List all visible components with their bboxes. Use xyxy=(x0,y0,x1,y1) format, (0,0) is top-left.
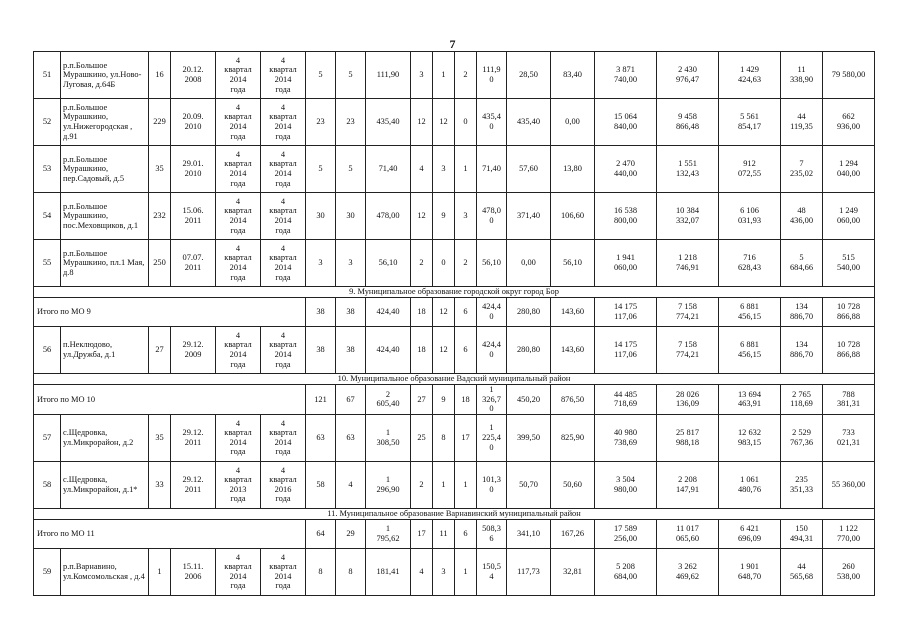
flats-total-cell: 12 xyxy=(411,99,433,146)
planned-end-cell: 4 квартал 2016 года xyxy=(261,461,306,508)
address-cell: п.Неклюдово, ул.Дружба, д.1 xyxy=(61,327,149,374)
resettled-count-cell: 4 xyxy=(336,461,366,508)
region-share-cell: 1 901 648,70 xyxy=(719,548,781,595)
area-private-cell: 106,60 xyxy=(551,193,595,240)
total-area-cell: 1 795,62 xyxy=(366,519,411,548)
local-share-cell: 11 338,90 xyxy=(781,52,823,99)
extra-funds-cell: 1 249 060,00 xyxy=(823,193,875,240)
doc-number-cell: 232 xyxy=(149,193,171,240)
section-header-row xyxy=(34,508,875,519)
resettled-count-cell: 5 xyxy=(336,146,366,193)
recognition-date-cell: 29.01. 2010 xyxy=(171,146,216,193)
recognition-date-cell: 29.12. 2011 xyxy=(171,461,216,508)
flats-private-cell: 18 xyxy=(455,385,477,415)
cost-total-cell: 3 871 740,00 xyxy=(595,52,657,99)
flats-private-cell: 1 xyxy=(455,461,477,508)
area-resettled-cell: 150,5 4 xyxy=(477,548,507,595)
cost-total-cell: 15 064 840,00 xyxy=(595,99,657,146)
planned-start-cell: 4 квартал 2014 года xyxy=(216,52,261,99)
flats-private-cell: 2 xyxy=(455,52,477,99)
flats-total-cell: 4 xyxy=(411,146,433,193)
page-number: 7 xyxy=(449,37,456,51)
planned-start-cell: 4 квартал 2014 года xyxy=(216,193,261,240)
total-area-cell: 424,40 xyxy=(366,298,411,327)
flats-private-cell: 6 xyxy=(455,327,477,374)
region-share-cell: 13 694 463,91 xyxy=(719,385,781,415)
planned-start-cell: 4 квартал 2014 года xyxy=(216,99,261,146)
row-number-cell: 52 xyxy=(34,99,61,146)
flats-private-cell: 17 xyxy=(455,414,477,461)
residents-count-cell: 3 xyxy=(306,240,336,287)
row-number-cell: 57 xyxy=(34,414,61,461)
planned-start-cell: 4 квартал 2013 года xyxy=(216,461,261,508)
recognition-date-cell: 29.12. 2009 xyxy=(171,327,216,374)
area-resettled-cell: 56,10 xyxy=(477,240,507,287)
flats-total-cell: 3 xyxy=(411,52,433,99)
residents-count-cell: 121 xyxy=(306,385,336,415)
local-share-cell: 5 684,66 xyxy=(781,240,823,287)
extra-funds-cell: 10 728 866,88 xyxy=(823,298,875,327)
local-share-cell: 44 119,35 xyxy=(781,99,823,146)
doc-number-cell: 1 xyxy=(149,548,171,595)
resettled-count-cell: 30 xyxy=(336,193,366,240)
total-area-cell: 435,40 xyxy=(366,99,411,146)
local-share-cell: 2 765 118,69 xyxy=(781,385,823,415)
table-row xyxy=(34,240,875,287)
area-resettled-cell: 424,4 0 xyxy=(477,298,507,327)
area-private-cell: 83,40 xyxy=(551,52,595,99)
area-private-cell: 143,60 xyxy=(551,298,595,327)
area-municipal-cell: 50,70 xyxy=(507,461,551,508)
area-municipal-cell: 450,20 xyxy=(507,385,551,415)
area-municipal-cell: 435,40 xyxy=(507,99,551,146)
cost-total-cell: 3 504 980,00 xyxy=(595,461,657,508)
row-number-cell: 55 xyxy=(34,240,61,287)
area-resettled-cell: 1 326,7 0 xyxy=(477,385,507,415)
local-share-cell: 134 886,70 xyxy=(781,298,823,327)
address-cell: с.Щедровка, ул.Микрорайон, д.1* xyxy=(61,461,149,508)
doc-number-cell: 250 xyxy=(149,240,171,287)
cost-total-cell: 44 485 718,69 xyxy=(595,385,657,415)
resettled-count-cell: 3 xyxy=(336,240,366,287)
residents-count-cell: 58 xyxy=(306,461,336,508)
recognition-date-cell: 29.12. 2011 xyxy=(171,414,216,461)
extra-funds-cell: 10 728 866,88 xyxy=(823,327,875,374)
local-share-cell: 134 886,70 xyxy=(781,327,823,374)
fund-share-cell: 1 551 132,43 xyxy=(657,146,719,193)
region-share-cell: 6 881 456,15 xyxy=(719,327,781,374)
area-private-cell: 32,81 xyxy=(551,548,595,595)
total-area-cell: 71,40 xyxy=(366,146,411,193)
total-area-cell: 1 308,50 xyxy=(366,414,411,461)
area-municipal-cell: 117,73 xyxy=(507,548,551,595)
table-row xyxy=(34,99,875,146)
flats-private-cell: 3 xyxy=(455,193,477,240)
residents-count-cell: 30 xyxy=(306,193,336,240)
doc-number-cell: 35 xyxy=(149,146,171,193)
area-resettled-cell: 111,9 0 xyxy=(477,52,507,99)
planned-start-cell: 4 квартал 2014 года xyxy=(216,548,261,595)
area-resettled-cell: 478,0 0 xyxy=(477,193,507,240)
row-number-cell: 54 xyxy=(34,193,61,240)
address-cell: р.п.Варнавино, ул.Комсомольская , д.4 xyxy=(61,548,149,595)
area-resettled-cell: 435,4 0 xyxy=(477,99,507,146)
total-area-cell: 478,00 xyxy=(366,193,411,240)
local-share-cell: 235 351,33 xyxy=(781,461,823,508)
flats-municipal-cell: 11 xyxy=(433,519,455,548)
resettled-count-cell: 29 xyxy=(336,519,366,548)
flats-municipal-cell: 12 xyxy=(433,99,455,146)
local-share-cell: 2 529 767,36 xyxy=(781,414,823,461)
extra-funds-cell: 515 540,00 xyxy=(823,240,875,287)
residents-count-cell: 23 xyxy=(306,99,336,146)
subtotal-row xyxy=(34,519,875,548)
resettled-count-cell: 23 xyxy=(336,99,366,146)
flats-municipal-cell: 9 xyxy=(433,385,455,415)
resettled-count-cell: 67 xyxy=(336,385,366,415)
area-municipal-cell: 28,50 xyxy=(507,52,551,99)
planned-start-cell: 4 квартал 2014 года xyxy=(216,414,261,461)
fund-share-cell: 2 208 147,91 xyxy=(657,461,719,508)
flats-private-cell: 1 xyxy=(455,146,477,193)
resettled-count-cell: 63 xyxy=(336,414,366,461)
flats-municipal-cell: 3 xyxy=(433,548,455,595)
extra-funds-cell: 79 580,00 xyxy=(823,52,875,99)
area-private-cell: 13,80 xyxy=(551,146,595,193)
planned-end-cell: 4 квартал 2014 года xyxy=(261,146,306,193)
subtotal-label: Итого по МО 10 xyxy=(34,385,306,415)
extra-funds-cell: 1 294 040,00 xyxy=(823,146,875,193)
resettled-count-cell: 8 xyxy=(336,548,366,595)
row-number-cell: 51 xyxy=(34,52,61,99)
extra-funds-cell: 733 021,31 xyxy=(823,414,875,461)
cost-total-cell: 14 175 117,06 xyxy=(595,298,657,327)
flats-private-cell: 6 xyxy=(455,519,477,548)
table-row xyxy=(34,327,875,374)
cost-total-cell: 2 470 440,00 xyxy=(595,146,657,193)
flats-total-cell: 12 xyxy=(411,193,433,240)
section-header-row xyxy=(34,287,875,298)
area-private-cell: 143,60 xyxy=(551,327,595,374)
fund-share-cell: 1 218 746,91 xyxy=(657,240,719,287)
residents-count-cell: 64 xyxy=(306,519,336,548)
resettlement-table xyxy=(33,51,875,596)
table-body xyxy=(34,52,875,596)
area-resettled-cell: 71,40 xyxy=(477,146,507,193)
residents-count-cell: 5 xyxy=(306,146,336,193)
resettled-count-cell: 38 xyxy=(336,327,366,374)
resettled-count-cell: 38 xyxy=(336,298,366,327)
planned-end-cell: 4 квартал 2014 года xyxy=(261,240,306,287)
address-cell: р.п.Большое Мурашкино, пер.Садовый, д.5 xyxy=(61,146,149,193)
row-number-cell: 59 xyxy=(34,548,61,595)
region-share-cell: 6 106 031,93 xyxy=(719,193,781,240)
area-municipal-cell: 57,60 xyxy=(507,146,551,193)
total-area-cell: 111,90 xyxy=(366,52,411,99)
region-share-cell: 912 072,55 xyxy=(719,146,781,193)
area-resettled-cell: 508,3 6 xyxy=(477,519,507,548)
area-municipal-cell: 399,50 xyxy=(507,414,551,461)
region-share-cell: 5 561 854,17 xyxy=(719,99,781,146)
total-area-cell: 2 605,40 xyxy=(366,385,411,415)
flats-total-cell: 4 xyxy=(411,548,433,595)
flats-municipal-cell: 12 xyxy=(433,298,455,327)
area-municipal-cell: 341,10 xyxy=(507,519,551,548)
extra-funds-cell: 55 360,00 xyxy=(823,461,875,508)
doc-number-cell: 33 xyxy=(149,461,171,508)
extra-funds-cell: 788 381,31 xyxy=(823,385,875,415)
local-share-cell: 48 436,00 xyxy=(781,193,823,240)
table-row xyxy=(34,461,875,508)
extra-funds-cell: 260 538,00 xyxy=(823,548,875,595)
table-row xyxy=(34,193,875,240)
flats-municipal-cell: 1 xyxy=(433,461,455,508)
flats-private-cell: 0 xyxy=(455,99,477,146)
flats-total-cell: 2 xyxy=(411,240,433,287)
planned-end-cell: 4 квартал 2014 года xyxy=(261,52,306,99)
local-share-cell: 150 494,31 xyxy=(781,519,823,548)
area-private-cell: 56,10 xyxy=(551,240,595,287)
region-share-cell: 12 632 983,15 xyxy=(719,414,781,461)
planned-end-cell: 4 квартал 2014 года xyxy=(261,327,306,374)
total-area-cell: 56,10 xyxy=(366,240,411,287)
area-private-cell: 167,26 xyxy=(551,519,595,548)
area-municipal-cell: 280,80 xyxy=(507,298,551,327)
flats-municipal-cell: 1 xyxy=(433,52,455,99)
area-private-cell: 825,90 xyxy=(551,414,595,461)
region-share-cell: 6 421 696,09 xyxy=(719,519,781,548)
flats-total-cell: 18 xyxy=(411,327,433,374)
section-title: 10. Муниципальное образование Вадский муниципальный район xyxy=(34,374,875,385)
planned-start-cell: 4 квартал 2014 года xyxy=(216,240,261,287)
cost-total-cell: 17 589 256,00 xyxy=(595,519,657,548)
cost-total-cell: 1 941 060,00 xyxy=(595,240,657,287)
flats-total-cell: 2 xyxy=(411,461,433,508)
section-title: 9. Муниципальное образование городской округ город Бор xyxy=(34,287,875,298)
subtotal-row xyxy=(34,298,875,327)
planned-start-cell: 4 квартал 2014 года xyxy=(216,146,261,193)
extra-funds-cell: 662 936,00 xyxy=(823,99,875,146)
table-row xyxy=(34,146,875,193)
local-share-cell: 7 235,02 xyxy=(781,146,823,193)
total-area-cell: 1 296,90 xyxy=(366,461,411,508)
subtotal-label: Итого по МО 9 xyxy=(34,298,306,327)
region-share-cell: 6 881 456,15 xyxy=(719,298,781,327)
fund-share-cell: 10 384 332,07 xyxy=(657,193,719,240)
fund-share-cell: 7 158 774,21 xyxy=(657,327,719,374)
planned-end-cell: 4 квартал 2014 года xyxy=(261,99,306,146)
flats-private-cell: 1 xyxy=(455,548,477,595)
row-number-cell: 58 xyxy=(34,461,61,508)
area-private-cell: 876,50 xyxy=(551,385,595,415)
subtotal-label: Итого по МО 11 xyxy=(34,519,306,548)
flats-municipal-cell: 0 xyxy=(433,240,455,287)
recognition-date-cell: 20.12. 2008 xyxy=(171,52,216,99)
flats-municipal-cell: 12 xyxy=(433,327,455,374)
fund-share-cell: 9 458 866,48 xyxy=(657,99,719,146)
flats-municipal-cell: 9 xyxy=(433,193,455,240)
doc-number-cell: 229 xyxy=(149,99,171,146)
flats-municipal-cell: 3 xyxy=(433,146,455,193)
recognition-date-cell: 15.11. 2006 xyxy=(171,548,216,595)
flats-municipal-cell: 8 xyxy=(433,414,455,461)
recognition-date-cell: 15.06. 2011 xyxy=(171,193,216,240)
flats-total-cell: 18 xyxy=(411,298,433,327)
fund-share-cell: 7 158 774,21 xyxy=(657,298,719,327)
resettled-count-cell: 5 xyxy=(336,52,366,99)
area-resettled-cell: 1 225,4 0 xyxy=(477,414,507,461)
fund-share-cell: 2 430 976,47 xyxy=(657,52,719,99)
region-share-cell: 716 628,43 xyxy=(719,240,781,287)
recognition-date-cell: 20.09. 2010 xyxy=(171,99,216,146)
area-municipal-cell: 371,40 xyxy=(507,193,551,240)
planned-end-cell: 4 квартал 2014 года xyxy=(261,548,306,595)
planned-end-cell: 4 квартал 2014 года xyxy=(261,193,306,240)
doc-number-cell: 16 xyxy=(149,52,171,99)
area-resettled-cell: 424,4 0 xyxy=(477,327,507,374)
fund-share-cell: 28 026 136,09 xyxy=(657,385,719,415)
area-private-cell: 0,00 xyxy=(551,99,595,146)
local-share-cell: 44 565,68 xyxy=(781,548,823,595)
flats-total-cell: 17 xyxy=(411,519,433,548)
residents-count-cell: 5 xyxy=(306,52,336,99)
section-header-row xyxy=(34,374,875,385)
planned-end-cell: 4 квартал 2014 года xyxy=(261,414,306,461)
planned-start-cell: 4 квартал 2014 года xyxy=(216,327,261,374)
table-row xyxy=(34,548,875,595)
flats-total-cell: 27 xyxy=(411,385,433,415)
address-cell: р.п.Большое Мурашкино, ул.Ново-Луговая, д.64Б xyxy=(61,52,149,99)
region-share-cell: 1 061 480,76 xyxy=(719,461,781,508)
residents-count-cell: 38 xyxy=(306,327,336,374)
flats-total-cell: 25 xyxy=(411,414,433,461)
region-share-cell: 1 429 424,63 xyxy=(719,52,781,99)
cost-total-cell: 16 538 800,00 xyxy=(595,193,657,240)
fund-share-cell: 25 817 988,18 xyxy=(657,414,719,461)
flats-private-cell: 6 xyxy=(455,298,477,327)
table-row xyxy=(34,52,875,99)
cost-total-cell: 5 208 684,00 xyxy=(595,548,657,595)
area-municipal-cell: 280,80 xyxy=(507,327,551,374)
residents-count-cell: 63 xyxy=(306,414,336,461)
address-cell: р.п.Большое Мурашкино, ул.Нижегородская , д.91 xyxy=(61,99,149,146)
address-cell: р.п.Большое Мурашкино, пл.1 Мая, д.8 xyxy=(61,240,149,287)
table-row xyxy=(34,414,875,461)
address-cell: р.п.Большое Мурашкино, пос.Меховщиков, д.1 xyxy=(61,193,149,240)
row-number-cell: 53 xyxy=(34,146,61,193)
area-private-cell: 50,60 xyxy=(551,461,595,508)
cost-total-cell: 40 980 738,69 xyxy=(595,414,657,461)
recognition-date-cell: 07.07. 2011 xyxy=(171,240,216,287)
total-area-cell: 424,40 xyxy=(366,327,411,374)
doc-number-cell: 35 xyxy=(149,414,171,461)
total-area-cell: 181,41 xyxy=(366,548,411,595)
fund-share-cell: 3 262 469,62 xyxy=(657,548,719,595)
address-cell: с.Щедровка, ул.Микрорайон, д.2 xyxy=(61,414,149,461)
extra-funds-cell: 1 122 770,00 xyxy=(823,519,875,548)
row-number-cell: 56 xyxy=(34,327,61,374)
cost-total-cell: 14 175 117,06 xyxy=(595,327,657,374)
residents-count-cell: 38 xyxy=(306,298,336,327)
section-title: 11. Муниципальное образование Варнавинский муниципальный район xyxy=(34,508,875,519)
fund-share-cell: 11 017 065,60 xyxy=(657,519,719,548)
subtotal-row xyxy=(34,385,875,415)
area-resettled-cell: 101,3 0 xyxy=(477,461,507,508)
flats-private-cell: 2 xyxy=(455,240,477,287)
area-municipal-cell: 0,00 xyxy=(507,240,551,287)
doc-number-cell: 27 xyxy=(149,327,171,374)
residents-count-cell: 8 xyxy=(306,548,336,595)
